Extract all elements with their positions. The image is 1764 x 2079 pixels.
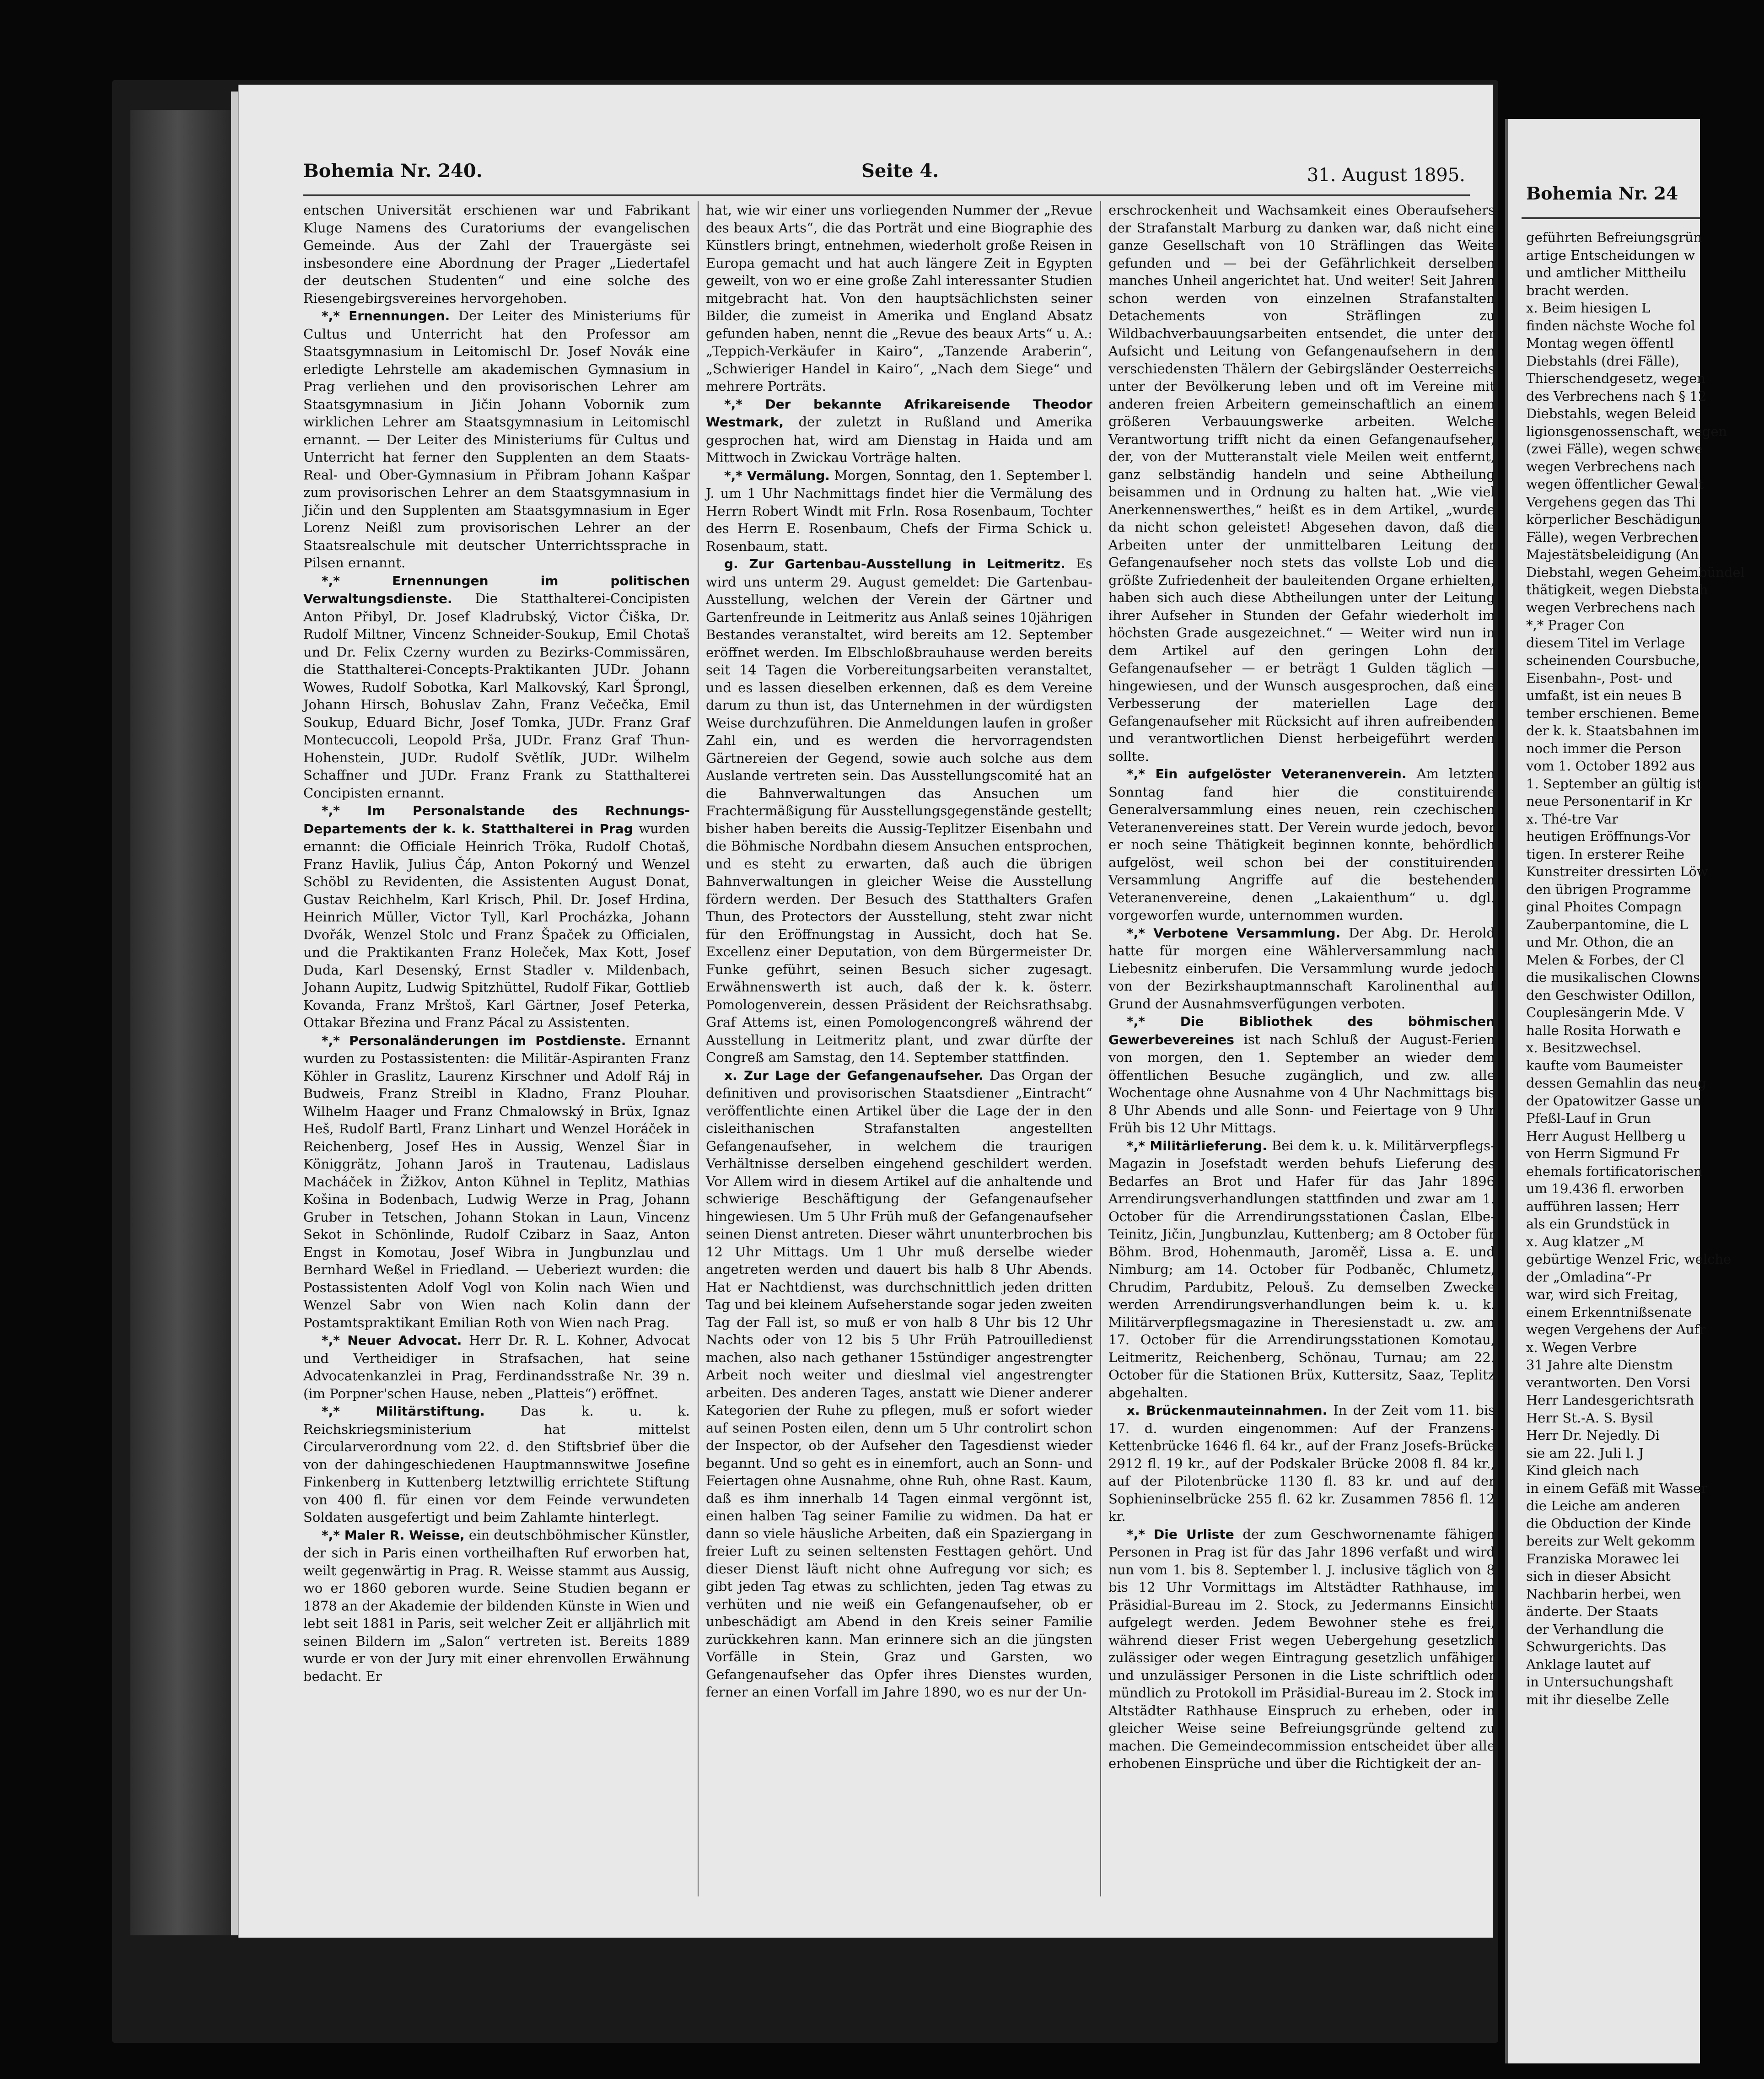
article-text: Es wird uns unterm 29. August gemeldet: Die Gartenbau-Ausstellung, welchen der Verein der Gärtner und Gartenfreunde in Leitmeritz aus Anlaß seines 10jährigen Bestandes veranstaltet, wird bereits am 12. September eröffnet werden. Im Elbschloßbrauhause werden bereits seit 14 Tagen die Vorbereitungsarbeiten veranstaltet, und es lassen dieselben erkennen, daß es dem Vereine darum zu thun ist, das Unternehmen in der würdigsten Weise durchzuführen. Die Anmeldungen laufen in großer Zahl ein, und es werden die hervorragendsten Gärtnereien der Gegend, sowie auch solche aus dem Auslande vertreten sein. Das Ausstellungscomité hat an die Bahnverwaltungen das Ansuchen um Frachtermäßigung für Ausstellungsgegenstände gestellt; bisher haben bereits die Aussig-Teplitzer Eisenbahn und die Böhmische Nordbahn diesem Ansuchen entsprochen, und es steht zu erwarten, daß auch die übrigen Bahnverwaltungen in gleicher Weise die Ausstellung fördern werden. Der Besuch des Statthalters Grafen Thun, des Protectors der Ausstellung, steht zwar nicht für den Eröffnungstag in Aussicht, doch hat Se. Excellenz einer Deputation, von dem Bürgermeister Dr. Funke geführt, seinen Besuch sicher zugesagt. Erwähnenswerth ist auch, daß der k. k. österr. Pomologenverein, dessen Präsident der Reichsrathsabg. Graf Attems ist, einen Pomologencongreß während der Ausstellung in Leitmeritz plant, und zwar dürfte der Congreß am Samstag, den 14. September stattfinden.	[706, 556, 1093, 1065]
adjacent-page-text	[1526, 229, 1764, 1708]
adjacent-page-line: den übrigen Programme	[1526, 881, 1691, 897]
article-heading: *,* Personaländerungen im Postdienste.	[322, 1033, 626, 1048]
article-paragraph	[1108, 1013, 1495, 1137]
article-paragraph	[1108, 1401, 1495, 1525]
adjacent-page-line: die musikalischen Clowns	[1526, 969, 1700, 985]
article-paragraph	[1108, 1137, 1495, 1402]
newspaper-page	[238, 85, 1493, 1938]
article-paragraph	[1108, 1525, 1495, 1772]
article-heading: x. Brückenmauteinnahmen.	[1127, 1403, 1328, 1418]
article-text: der zum Geschwornenamte fähigen Personen in Prag ist für das Jahr 1896 verfaßt und wird nun vom 1. bis 8. September l. J. inclusive täglich von 8 bis 12 Uhr Vormittags im Altstädter Rathhause, im Präsidial-Bureau im 2. Stock, zu Jedermanns Einsicht aufgelegt werden. Jedem Bewohner stehe es frei, während dieser Frist wegen Uebergehung gesetzlich zulässiger oder wegen Eintragung gesetzlich unfähiger und unzulässiger Personen in die Liste schriftlich oder mündlich zu Protokoll im Präsidial-Bureau im 2. Stock im Altstädter Rathhause Einspruch zu erheben, oder in gleicher Weise seine Befreiungsgründe geltend zu machen. Die Gemeindecommission entscheidet über alle erhobenen Einsprüche und über die Richtigkeit der an-	[1108, 1526, 1495, 1771]
adjacent-page-line: halle Rosita Horwath e	[1526, 1022, 1681, 1038]
adjacent-page-line: die Leiche am anderen	[1526, 1498, 1680, 1513]
adjacent-page-line: Vergehens gegen das Thi	[1526, 494, 1696, 510]
adjacent-page-line: Kind gleich nach	[1526, 1463, 1639, 1478]
adjacent-page-line: wegen Vergehens der Aufr	[1526, 1322, 1706, 1337]
adjacent-page-line: Fälle), wegen Verbrechen	[1526, 529, 1699, 545]
header-rule	[303, 194, 1470, 196]
adjacent-page-line: sie am 22. Juli l. J	[1526, 1445, 1644, 1461]
article-paragraph	[303, 1402, 690, 1526]
adjacent-page-line: neue Personentarif in Kr	[1526, 793, 1692, 809]
article-heading: *,* Militärstiftung.	[322, 1404, 485, 1419]
adjacent-page-line: heutigen Eröffnungs-Vor	[1526, 829, 1690, 844]
masthead-issue: Bohemia Nr. 240.	[303, 160, 483, 182]
adjacent-page-line: in einem Gefäß mit Wasser	[1526, 1480, 1708, 1496]
article-heading: *,* Ein aufgelöster Veteranenverein.	[1127, 766, 1407, 781]
adjacent-page-line: Herr August Hellberg u	[1526, 1128, 1686, 1144]
adjacent-page-line: wegen Verbrechens nach	[1526, 458, 1696, 474]
adjacent-page-line: und amtlicher Mittheilu	[1526, 265, 1687, 280]
adjacent-page-line: noch immer die Person	[1526, 740, 1682, 756]
article-text: Bei dem k. u. k. Militärverpflegs-Magazin in Josefstadt werden behufs Lieferung des Bedarfes an Brot und Hafer für das Jahr 1896 Arrendirungsverhandlungen stattfinden und zwar am 1. October für die Arrendirungsstationen Časlan, Elbe-Teinitz, Jičin, Jungbunzlau, Kuttenberg; am 8 October für Böhm. Brod, Hohenmauth, Jaroměř, Lissa a. E. und Nimburg; am 14. October für Podbaněc, Chlumetz, Chrudim, Pardubitz, Pelouš. Zu demselben Zwecke werden Arrendirungsverhandlungen beim k. u. k. Militärverpflegsmagazine in Theresienstadt u. zw. am 17. October für die Arrendirungsstationen Komotau, Leitmeritz, Reichenberg, Schönau, Turnau; am 22. October für die Stationen Brüx, Kuttersitz, Saaz, Teplitz abgehalten.	[1108, 1137, 1495, 1400]
adjacent-page-line: gebürtige Wenzel Fric, welche	[1526, 1251, 1732, 1267]
article-paragraph	[1108, 924, 1495, 1013]
adjacent-page-line: wegen öffentlicher Gewalt	[1526, 476, 1704, 492]
article-text: Die Statthalterei-Concipisten Anton Přibyl, Dr. Josef Kladrubský, Victor Čiška, Dr. Rudolf Miltner, Vincenz Schneider-Soukup, Emil Chotaš und Dr. Felix Czerny wurden zu Bezirks-Commissären, die Statthalterei-Concepts-Praktikanten JUDr. Johann Wowes, Rudolf Sobotka, Karl Malkovský, Karl Šprongl, Johann Hirsch, Bohuslav Zahn, Franz Večečka, Emil Soukup, Eduard Bichr, Josef Tomka, JUDr. Franz Graf Montecuccoli, Leopold Prša, JUDr. Franz Graf Thun-Hohenstein, JUDr. Rudolf Světlík, JUDr. Wilhelm Schaffner und JUDr. Franz Frank zu Statthalterei Concipisten ernannt.	[303, 591, 690, 801]
article-text: Der Leiter des Ministeriums für Cultus und Unterricht hat den Professor am Staatsgymnasium in Leitomischl Dr. Josef Novák eine erledigte Lehrstelle am akademischen Gymnasium in Prag verliehen und den provisorischen Lehrer am Staatsgymnasium in Jičin Johann Vobornik zum wirklichen Lehrer am Staatsgymnasium in Leitomischl ernannt. — Der Leiter des Ministeriums für Cultus und Unterricht hat ferner den Supplenten an dem Staats-Real- und Ober-Gymnasium in Přibram Johann Kašpar zum provisorischen Lehrer an dem Staatsgymnasium in Jičin und den Supplenten am Staatsgymnasium in Eger Lorenz Neißl zum provisorischen Lehrer an der Staatsrealschule mit deutscher Unterrichtssprache in Pilsen ernannt.	[303, 308, 690, 571]
article-heading: *,* Die Urliste	[1127, 1526, 1234, 1542]
adjacent-page	[1505, 119, 1745, 2063]
adjacent-page-line: Eisenbahn-, Post- und	[1526, 670, 1673, 686]
article-heading: *,* Verbotene Versammlung.	[1127, 925, 1341, 941]
adjacent-page-line: finden nächste Woche fol	[1526, 318, 1695, 334]
adjacent-page-line: des Verbrechens nach § 12	[1526, 388, 1707, 404]
article-text: hat, wie wir einer uns vorliegenden Nummer der „Revue des beaux Arts“, die das Porträt und eine Biographie des Künstlers bringt, entnehmen, wiederholt große Reisen in Europa gemacht und hat auch längere Zeit in Egypten geweilt, von wo er eine große Zahl interessanter Studien mitgebracht hat. Von den hauptsächlichsten seiner Bilder, die zumeist in Amerika und England Absatz gefunden haben, nennt die „Revue des beaux Arts“ u. A.: „Teppich-Verkäufer in Kairo“, „Tanzende Araberin“, „Schwieriger Handel in Kairo“, „Nach dem Siege“ und mehrere Porträts.	[706, 202, 1092, 394]
article-paragraph	[706, 1066, 1092, 1701]
adjacent-page-line: als ein Grundstück in	[1526, 1216, 1670, 1232]
article-paragraph	[303, 1032, 690, 1332]
article-text: ein deutschböhmischer Künstler, der sich in Paris einen vortheilhaften Ruf erworben hat, weilt gegenwärtig in Prag. R. Weisse stammt aus Aussig, wo er 1860 geboren wurde. Seine Studien begann er 1878 an der Akademie der bildenden Künste in Wien und lebt seit 1881 in Paris, seit welcher Zeit er alljährlich mit seinen Bildern im „Salon“ vertreten ist. Bereits 1889 wurde er von der Jury mit einer ehrenvollen Erwähnung bedacht. Er	[303, 1527, 690, 1684]
book-binding	[130, 110, 236, 1935]
article-paragraph	[1108, 201, 1495, 765]
article-text: Am letzten Sonntag fand hier die constituirende Generalversammlung eines neuen, rein czechischen Veteranenvereines statt. Der Verein wurde jedoch, bevor er noch seine Thätigkeit beginnen konnte, behördlich aufgelöst, weil schon bei der constituirenden Versammlung Angriffe auf die bestehenden Veteranenvereine, denen „Lakaienthum“ u. dgl. vorgeworfen wurde, unternommen wurden.	[1108, 766, 1495, 923]
adjacent-page-line: Schwurgerichts. Das	[1526, 1639, 1667, 1654]
adjacent-page-line: wegen Verbrechens nach	[1526, 599, 1696, 615]
adjacent-page-line: vom 1. October 1892 aus	[1526, 758, 1695, 774]
adjacent-page-line: x. Besitzwechsel.	[1526, 1040, 1641, 1056]
adjacent-page-line: Herr Dr. Nejedly. Di	[1526, 1427, 1660, 1443]
article-paragraph	[1108, 765, 1495, 924]
adjacent-page-line: artige Entscheidungen w	[1526, 247, 1695, 263]
header-rule	[1522, 217, 1700, 219]
article-text: Das k. u. k. Reichskriegsministerium hat mittelst Circularverordnung vom 22. d. den Stiftsbrief über die von der dahingeschiedenen Hauptmannswitwe Josefine Finkenberg in Kuttenberg letztwillig errichtete Stiftung von 400 fl. für einen vor dem Feinde verwundeten Soldaten ausgefertigt und beim Zahlamte hinterlegt.	[303, 1403, 690, 1525]
page-number: Seite 4.	[861, 160, 939, 182]
article-text: Ernannt wurden zu Postassistenten: die Militär-Aspiranten Franz Köhler in Graslitz, Laurenz Kirschner und Adolf Ráj in Budweis, Franz Streibl in Kladno, Franz Plouhar. Wilhelm Haager und Franz Chmalowský in Brüx, Ignaz Heš, Rudolf Bartl, Franz Linhart und Wenzel Horáček in Reichenberg, Josef Hes in Aussig, Wenzel Šiar in Königgrätz, Johann Jaroš in Trautenau, Ladislaus Macháček in Žižkov, Anton Kühnel in Teplitz, Mathias Košina in Bodenbach, Ludwig Werze in Prag, Johann Gruber in Tetschen, Johann Stokan in Laun, Vincenz Sekot in Schönlinde, Rudolf Czibarz in Saaz, Anton Engst in Komotau, Josef Wibra in Jungbunzlau und Bernhard Weßel in Friedland. — Ueberiezt wurden: die Postassistenten Adolf Vogl von Kolin nach Wien und Wenzel Sabr von Wien nach Kolin dann der Postamtspraktikant Emilian Roth von Wien nach Prag.	[303, 1032, 690, 1330]
article-text: Herr Dr. R. L. Kohner, Advocat und Vertheidiger in Strafsachen, hat seine Advocatenkanzlei in Prag, Ferdinandsstraße Nr. 39 n. (im Porpner'schen Hause, neben „Platteis“) eröffnet.	[303, 1332, 690, 1401]
column-3	[1108, 201, 1495, 1896]
adjacent-page-line: umfaßt, ist ein neues B	[1526, 688, 1682, 703]
article-columns	[303, 201, 1495, 1896]
adjacent-page-line: einem Erkenntnißsenate	[1526, 1304, 1692, 1320]
article-paragraph	[706, 467, 1092, 555]
article-heading: *,* Militärlieferung.	[1127, 1138, 1267, 1153]
article-heading: *,* Neuer Advocat.	[322, 1333, 462, 1348]
adjacent-page-line: und Mr. Othon, die an	[1526, 934, 1674, 950]
adjacent-page-line: kaufte vom Baumeister	[1526, 1057, 1683, 1073]
adjacent-page-line: x. Thé-tre Var	[1526, 811, 1619, 827]
adjacent-page-line: in Untersuchungshaft	[1526, 1674, 1673, 1690]
adjacent-page-line: Thierschendgesetz, wegen	[1526, 371, 1706, 386]
adjacent-page-line: Herr Landesgerichtsrath	[1526, 1392, 1694, 1408]
adjacent-page-line: tigen. In ersterer Reihe	[1526, 846, 1685, 862]
article-paragraph	[303, 307, 690, 572]
adjacent-page-line: Diebstahls (drei Fälle),	[1526, 353, 1680, 369]
adjacent-page-line: x. Wegen Verbre	[1526, 1339, 1637, 1355]
adjacent-page-line: verantworten. Den Vorsi	[1526, 1374, 1691, 1390]
article-heading: *,* Die Bibliothek des böhmischen Gewerbevereines	[1108, 1014, 1495, 1047]
adjacent-page-line: scheinenden Coursbuche,	[1526, 652, 1700, 668]
adjacent-page-header: Bohemia Nr. 24	[1526, 183, 1678, 204]
article-heading: *,* Vermälung.	[724, 468, 830, 483]
article-heading: *,* Ernennungen im politischen Verwaltungsdienste.	[303, 573, 690, 606]
adjacent-page-line: x. Aug klatzer „M	[1526, 1233, 1645, 1250]
column-1	[303, 201, 690, 1896]
article-heading: g. Zur Gartenbau-Ausstellung in Leitmeritz.	[724, 556, 1065, 571]
adjacent-page-line: *,* Prager Con	[1526, 617, 1625, 633]
adjacent-page-line: den Geschwister Odillon,	[1526, 987, 1696, 1003]
article-paragraph	[706, 201, 1092, 395]
adjacent-page-line: Pfeßl-Lauf in Grun	[1526, 1110, 1651, 1126]
adjacent-page-line: um 19.436 fl. erworben	[1526, 1181, 1684, 1196]
article-text: erschrockenheit und Wachsamkeit eines Oberaufsehers der Strafanstalt Marburg zu danken war, daß nicht eine ganze Gesellschaft von 10 Sträflingen das Weite gefunden und — bei der Gefährlichkeit derselben manches Unheil angerichtet hat. Und weiter! Seit Jahren schon werden von einzelnen Strafanstalten Detachements von Sträflingen zu Wildbachverbauungsarbeiten entsendet, die unter der Aufsicht und Leitung von Gefangenaufsehern in den verschiedensten Thälern der Gebirgsländer Oesterreichs unter der Bevölkerung leben und oft im Vereine mit anderen freien Arbeitern gemeinschaftlich an einem größeren Verbauungswerke arbeiten. Welche Verantwortung trifft nicht da einen Gefangenaufseher, der, von der Mutteranstalt viele Meilen weit entfernt, ganz selbständig handeln und seine Abtheilung beisammen und in Ordnung zu halten hat. „Wie viel Anerkennenswerthes,“ heißt es in dem Artikel, „wurde da nicht schon geleistet! Abgesehen davon, daß die Arbeiten unter der unmittelbaren Leitung der Gefangenaufseher noch stets das vollste Lob und die größte Zufriedenheit der bauleitenden Organe erhielten, haben sich auch diese Abtheilungen unter der Leitung ihrer Aufseher in Stunden der Gefahr wiederholt im höchsten Grade ausgezeichnet.“ — Weiter wird nun in dem Artikel auf den geringen Lohn der Gefangenaufseher — er beträgt 1 Gulden täglich — hingewiesen, und der Wunsch ausgesprochen, daß eine Verbesserung der materiellen Lage der Gefangenaufseher mit Rücksicht auf ihren aufreibenden und verantwortlichen Dienst herbeigeführt werden sollte.	[1108, 202, 1495, 764]
running-head	[239, 156, 1493, 192]
article-text: Das Organ der definitiven und provisorischen Staatsdiener „Eintracht“ veröffentlichte einen Artikel über die Lage der in den cisleithanischen Strafanstalten angestellten Gefangenaufseher, in welchem die traurigen Verhältnisse derselben eingehend geschildert werden. Vor Allem wird in diesem Artikel auf die anhaltende und schwierige Beschäftigung der Gefangenaufseher hingewiesen. Um 5 Uhr Früh muß der Gefangenaufseher seinen Dienst antreten. Dieser währt ununterbrochen bis 12 Uhr Mittags. Um 1 Uhr muß derselbe wieder angetreten werden und dauert bis halb 8 Uhr Abends. Hat er Nachtdienst, was durchschnittlich jeden dritten Tag und bei kleinem Aufseherstande sogar jeden zweiten Tag der Fall ist, so muß er von halb 8 Uhr bis 12 Uhr Nachts oder von 12 bis 5 Uhr Früh Patrouilledienst machen, also nach gethaner 15stündiger angestrengter Arbeit noch weiter und dieslmal viel angestrengter arbeiten. Des anderen Tages, anstatt wie Diener anderer Kategorien der Ruhe zu pflegen, muß er sofort wieder auf seinen Posten eilen, denn um 5 Uhr controlirt schon der Inspector, ob der Aufseher den Tagesdienst wieder begannt. Und so geht es in einemfort, auch an Sonn- und Feiertagen ohne Ausnahme, ohne Ruh, ohne Rast. Kaum, daß es ihm innerhalb 14 Tagen einmal vergönnt ist, einen halben Tag seiner Familie zu widmen. Da hat er dann so viele häusliche Arbeiten, daß ein Spaziergang in freier Luft zu seinen seltensten Festtagen gehört. Und dieser Dienst läuft nicht ohne Aufregung vor sich; es gibt jeden Tag etwas zu schlichten, jeden Tag etwas zu verhüten und nie weiß ein Gefangenaufseher, ob er unbeschädigt am Abend in den Kreis seiner Familie zurückkehren kann. Man erinnere sich an die jüngsten Vorfälle in Stein, Graz und Garsten, wo Gefangenaufseher das Opfer ihres Dienstes wurden, ferner an einen Vorfall im Jahre 1890, wo es nur der Un-	[706, 1067, 1093, 1700]
adjacent-page-line: 31 Jahre alte Dienstm	[1526, 1357, 1673, 1373]
article-heading: *,* Maler R. Weisse,	[322, 1527, 465, 1543]
adjacent-page-line: ligionsgenossenschaft, wegen	[1526, 423, 1727, 439]
adjacent-page-line: bereits zur Welt gekomm	[1526, 1533, 1695, 1549]
article-text: wurden ernannt: die Officiale Heinrich Tröka, Rudolf Chotaš, Franz Havlik, Julius Čáp, Anton Pokorný und Wenzel Schöbl zu Revidenten, die Assistenten August Donat, Gustav Reichhelm, Karl Krisch, Phil. Dr. Josef Hrdina, Heinrich Müller, Victor Tyll, Karl Procházka, Johann Dvořák, Wenzel Stolc und Franz Špaček zu Officialen, und die Praktikanten Franz Holeček, Max Kott, Josef Duda, Karl Desenský, Ernst Stadler v. Mildenbach, Johann Aupitz, Ludwig Spitzhüttel, Rudolf Fikar, Gottlieb Kovanda, Franz Mrštoš, Karl Gärtner, Josef Peterka, Ottakar Březina und Franz Pácal zu Assistenten.	[303, 820, 690, 1030]
article-heading: x. Zur Lage der Gefangenaufseher.	[724, 1067, 984, 1083]
article-paragraph	[706, 555, 1092, 1066]
adjacent-page-line: Nachbarin herbei, wen	[1526, 1586, 1681, 1602]
adjacent-page-line: thätigkeit, wegen Diebstah	[1526, 582, 1708, 598]
article-paragraph	[706, 395, 1092, 467]
adjacent-page-line: ehemals fortificatorischen	[1526, 1163, 1702, 1179]
article-text: Der Abg. Dr. Herold hatte für morgen eine Wählerversammlung nach Liebesnitz einberufen. Die Versammlung wurde jedoch von der Bezirkshauptmannschaft Karolinenthal auf Grund der Ausnahmsverfügungen verboten.	[1108, 925, 1495, 1012]
adjacent-page-line: Diebstahls, wegen Beleid	[1526, 406, 1696, 421]
adjacent-page-line: dessen Gemahlin das neug	[1526, 1075, 1706, 1091]
adjacent-page-line: die Obduction der Kinde	[1526, 1515, 1691, 1531]
adjacent-page-line: 1. September an gültig ist	[1526, 776, 1702, 792]
adjacent-page-line: mit ihr dieselbe Zelle	[1526, 1691, 1669, 1707]
adjacent-page-line: tember erschienen. Beme	[1526, 705, 1699, 721]
article-text: der zuletzt in Rußland und Amerika gesprochen hat, wird am Dienstag in Haida und am Mittwoch in Zwickau Vorträge halten.	[706, 414, 1092, 465]
adjacent-page-line: änderte. Der Staats	[1526, 1604, 1658, 1619]
adjacent-page-line: Melen & Forbes, der Cl	[1526, 952, 1684, 968]
article-text: In der Zeit vom 11. bis 17. d. wurden eingenommen: Auf der Franzens-Kettenbrücke 1646 fl. 64 kr., auf der Franz Josefs-Brücke 2912 fl. 19 kr., auf der Podskaler Brücke 2008 fl. 84 kr., auf der Pilotenbrücke 1130 fl. 83 kr. und auf der Sophieninselbrücke 255 fl. 62 kr. Zusammen 7856 fl. 12 kr.	[1108, 1402, 1495, 1524]
adjacent-page-line: Kunstreiter dressirten Löw	[1526, 864, 1708, 879]
adjacent-page-line: aufführen lassen; Herr	[1526, 1198, 1679, 1214]
adjacent-page-line: Zauberpantomine, die L	[1526, 916, 1688, 932]
article-text: ist nach Schluß der August-Ferien von morgen, den 1. September an wieder dem öffentlichen Besuche zugänglich, und zw. alle Wochentage ohne Ausnahme von 4 Uhr Nachmittags bis 8 Uhr Abends und alle Sonn- und Feiertage von 9 Uhr Früh bis 12 Uhr Mittags.	[1108, 1031, 1495, 1136]
column-divider	[698, 201, 699, 1896]
article-text: Morgen, Sonntag, den 1. September l. J. um 1 Uhr Nachmittags findet hier die Vermälung des Herrn Robert Windt mit Frln. Rosa Rosenbaum, Tochter des Herrn E. Rosenbaum, Chefs der Firma Schick u. Rosenbaum, statt.	[706, 467, 1092, 554]
adjacent-page-line: ginal Phoites Compagn	[1526, 899, 1682, 915]
adjacent-page-line: Franziska Morawec lei	[1526, 1551, 1679, 1567]
adjacent-page-line: x. Beim hiesigen L	[1526, 300, 1651, 316]
adjacent-page-line: bracht werden.	[1526, 282, 1629, 298]
article-paragraph	[303, 802, 690, 1032]
adjacent-page-line: Majestätsbeleidigung (An	[1526, 547, 1699, 562]
adjacent-page-line: Diebstahl, wegen Geheimbündel	[1526, 564, 1745, 580]
adjacent-page-line: (zwei Fälle), wegen schwe	[1526, 441, 1703, 457]
adjacent-page-line: sich in dieser Absicht	[1526, 1568, 1671, 1584]
adjacent-page-line: Couplesängerin Mde. V	[1526, 1005, 1684, 1020]
adjacent-page-line: Herr St.-A. S. Bysil	[1526, 1410, 1653, 1426]
article-heading: *,* Der bekannte Afrikareisende Theodor Westmark,	[706, 396, 1092, 430]
adjacent-page-line: war, wird sich Freitag,	[1526, 1287, 1678, 1302]
adjacent-page-line: Anklage lautet auf	[1526, 1656, 1650, 1672]
article-heading: *,* Ernennungen.	[322, 308, 450, 323]
adjacent-page-line: diesem Titel im Verlage	[1526, 635, 1685, 651]
issue-date: 31. August 1895.	[1307, 165, 1465, 186]
article-paragraph	[303, 1526, 690, 1686]
adjacent-page-line: geführten Befreiungsgrün	[1526, 230, 1702, 245]
adjacent-page-line: der Opatowitzer Gasse un	[1526, 1093, 1701, 1109]
adjacent-page-line: der Verhandlung die	[1526, 1621, 1664, 1637]
adjacent-page-line: Montag wegen öffentl	[1526, 335, 1674, 351]
article-paragraph	[303, 201, 690, 307]
article-text: entschen Universität erschienen war und Fabrikant Kluge Namens des Curatoriums der evangelischen Gemeinde. Aus der Zahl der Trauergäste sei insbesondere eine Abordnung der Prager „Liedertafel der deutschen Studenten“ und eine solche des Riesengebirgsvereines hervorgehoben.	[303, 202, 690, 306]
adjacent-page-line: der k. k. Staatsbahnen im	[1526, 723, 1699, 738]
adjacent-page-line: körperlicher Beschädigun	[1526, 512, 1701, 527]
article-paragraph	[303, 1331, 690, 1402]
article-heading: *,* Im Personalstande des Rechnungs-Departements der k. k. Statthalterei in Prag	[303, 803, 690, 836]
adjacent-page-line: von Herrn Sigmund Fr	[1526, 1146, 1679, 1161]
column-2	[706, 201, 1092, 1896]
column-divider	[1100, 201, 1101, 1896]
article-paragraph	[303, 572, 690, 802]
adjacent-page-line: der „Omladina“-Pr	[1526, 1269, 1651, 1285]
